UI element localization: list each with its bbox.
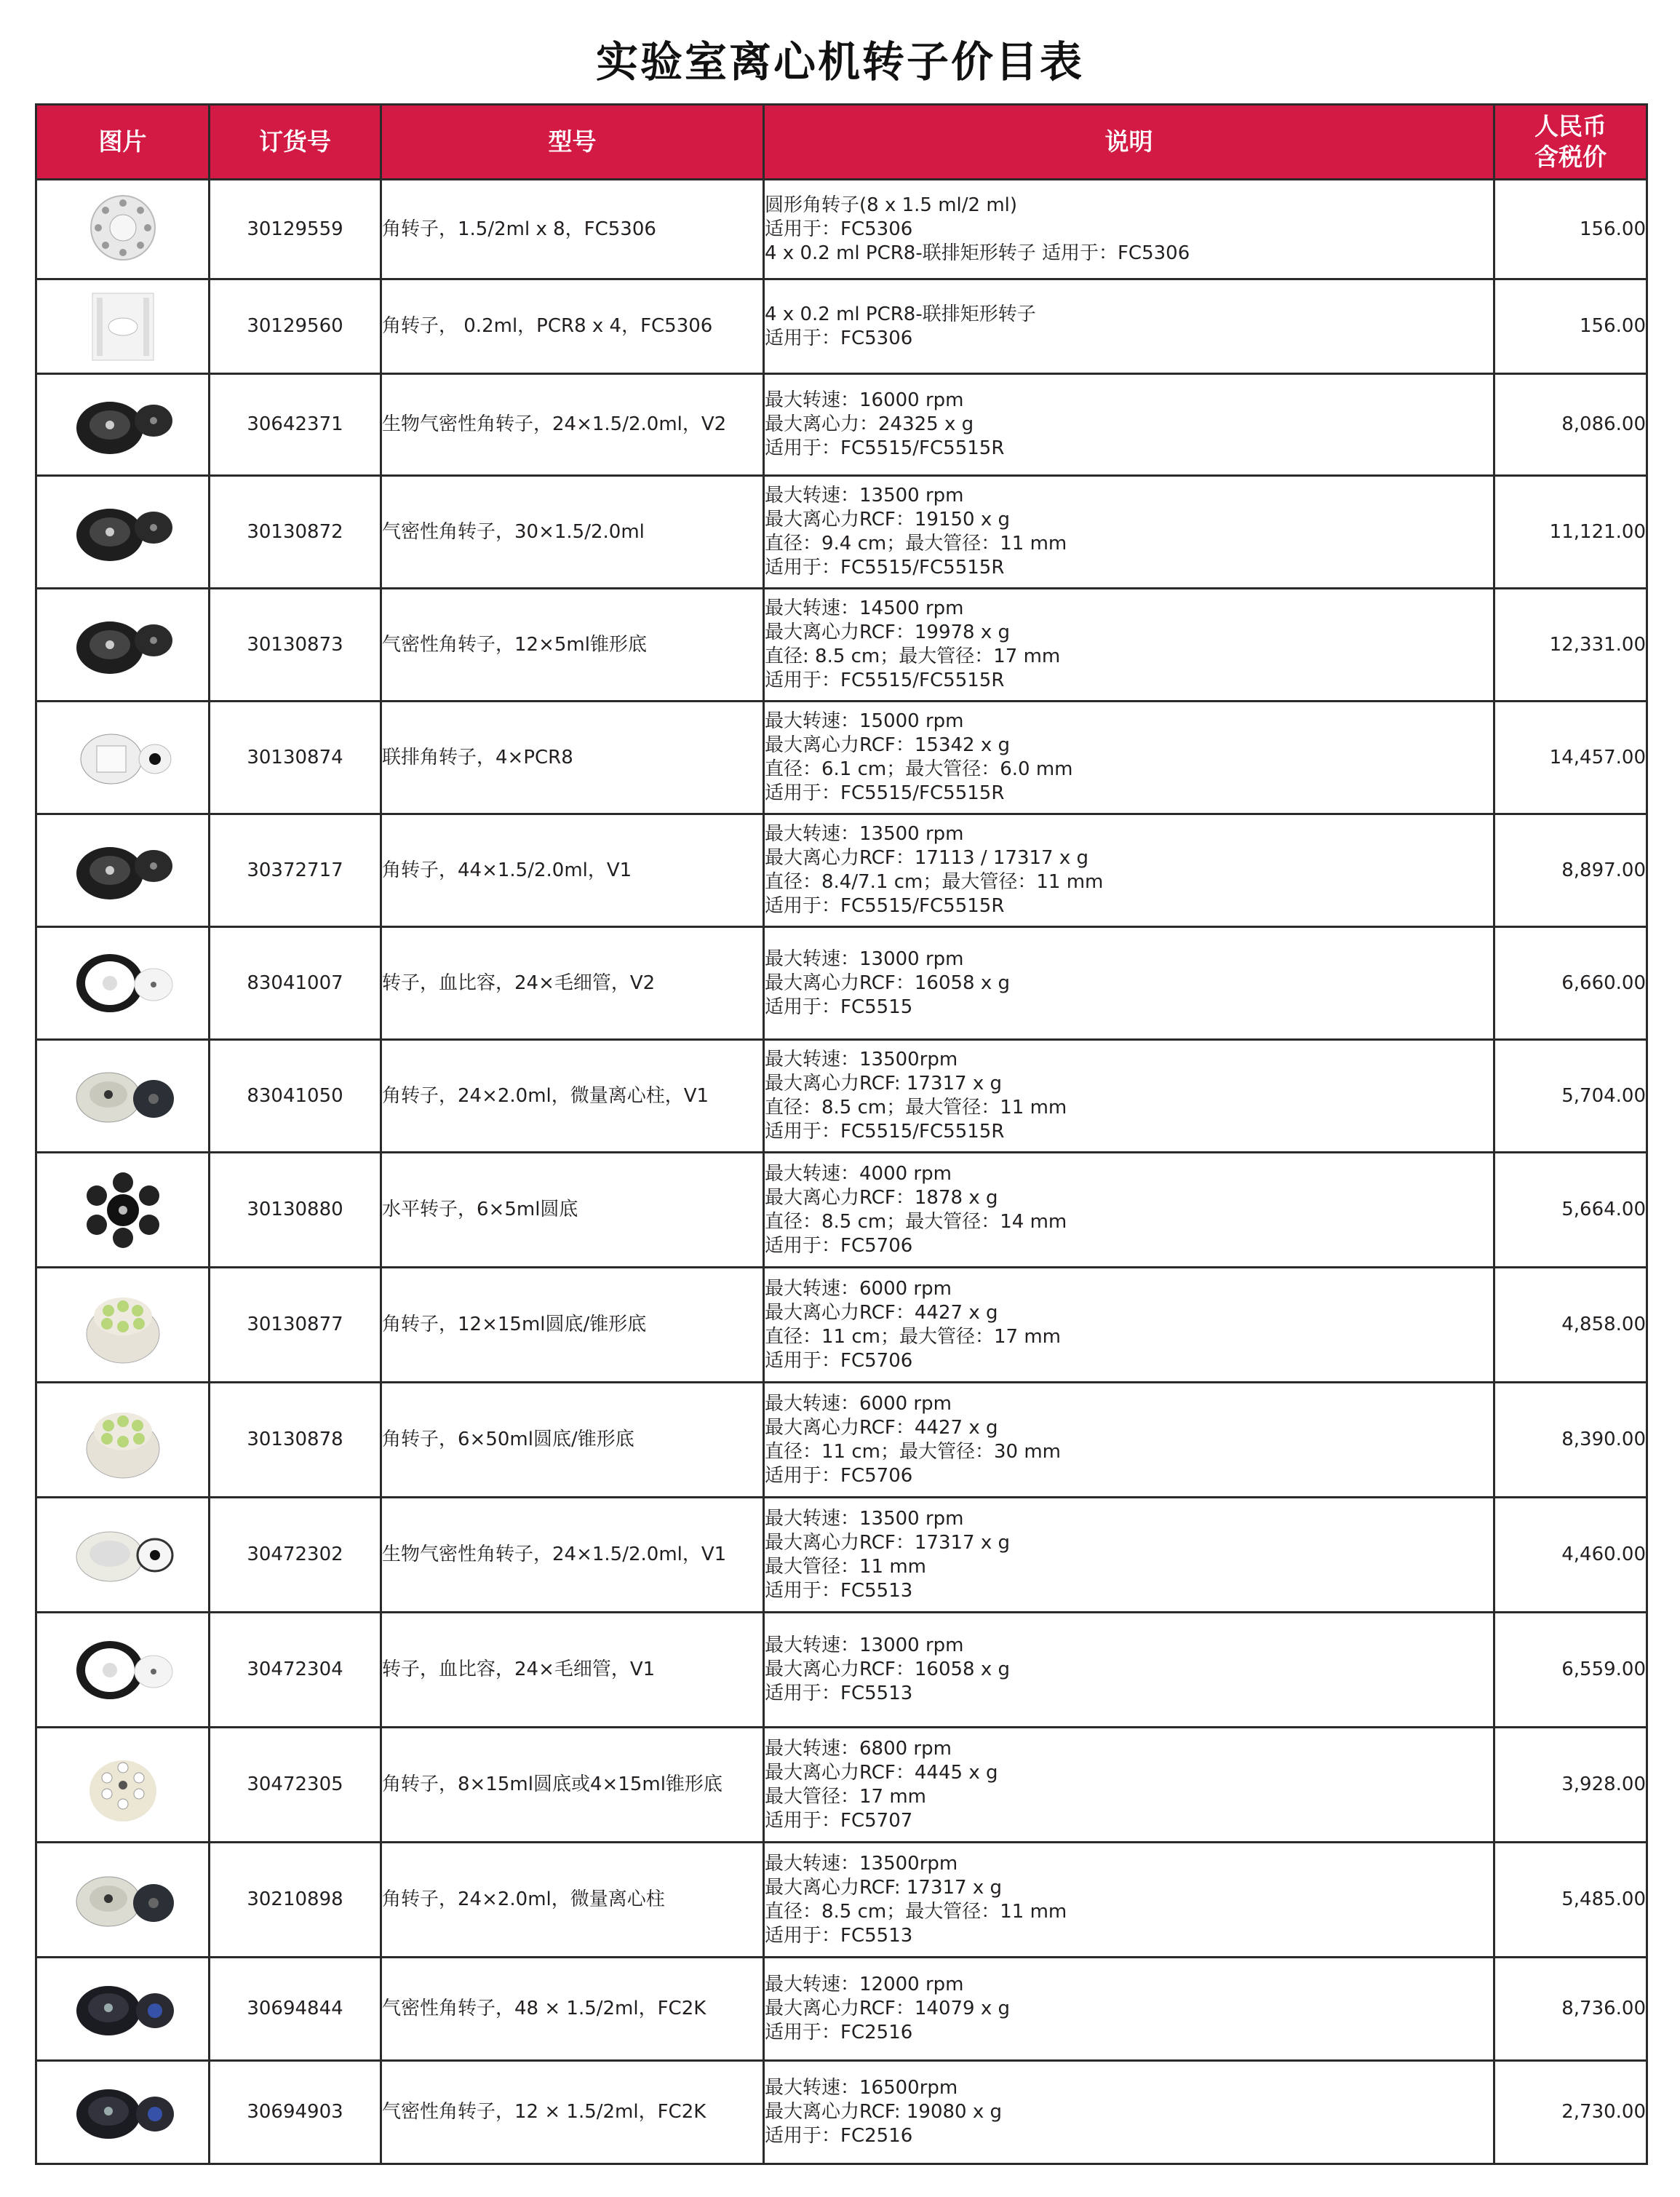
price-table	[35, 103, 1648, 2165]
description: 最大转速：13500 rpm 最大离心力RCF：17317 x g 最大管径：11 mm 适用于：FC5513	[764, 1498, 1494, 1613]
order-number: 30210898	[210, 1843, 381, 1958]
order-number: 30472302	[210, 1498, 381, 1613]
price: 4,460.00	[1494, 1498, 1647, 1613]
model-name: 角转子，12×15ml圆底/锥形底	[381, 1268, 764, 1383]
price: 2,730.00	[1494, 2061, 1647, 2164]
model-name: 转子，血比容，24×毛细管，V2	[381, 927, 764, 1040]
description: 4 x 0.2 ml PCR8-联排矩形转子 适用于：FC5306	[764, 279, 1494, 374]
model-name: 角转子， 0.2ml，PCR8 x 4，FC5306	[381, 279, 764, 374]
product-image-cell	[36, 814, 210, 927]
large-angle-rotor-icon	[68, 1286, 178, 1364]
description: 最大转速：13000 rpm 最大离心力RCF：16058 x g 适用于：FC5515	[764, 927, 1494, 1040]
table-row	[36, 1843, 1647, 1958]
model-name: 角转子，8×15ml圆底或4×15ml锥形底	[381, 1728, 764, 1843]
price: 156.00	[1494, 279, 1647, 374]
product-image-cell	[36, 1958, 210, 2061]
product-image-cell	[36, 476, 210, 589]
description: 最大转速：13500rpm 最大离心力RCF: 17317 x g 直径：8.5 cm；最大管径：11 mm 适用于：FC5513	[764, 1843, 1494, 1958]
price: 5,485.00	[1494, 1843, 1647, 1958]
model-name: 水平转子，6×5ml圆底	[381, 1153, 764, 1268]
black-rotor-with-lid-icon	[68, 605, 178, 684]
price: 5,664.00	[1494, 1153, 1647, 1268]
order-number: 30130872	[210, 476, 381, 589]
description: 最大转速：13500rpm 最大离心力RCF: 17317 x g 直径：8.5 cm；最大管径：11 mm 适用于：FC5515/FC5515R	[764, 1040, 1494, 1153]
price: 6,559.00	[1494, 1613, 1647, 1728]
header-model: 型号	[381, 105, 764, 180]
description: 最大转速：14500 rpm 最大离心力RCF：19978 x g 直径: 8.5 cm；最大管径：17 mm 适用于：FC5515/FC5515R	[764, 589, 1494, 702]
black-rotor-blue-lid-icon	[68, 1970, 178, 2049]
price: 8,897.00	[1494, 814, 1647, 927]
model-name: 联排角转子，4×PCR8	[381, 702, 764, 814]
product-image-cell	[36, 2061, 210, 2164]
product-image-cell	[36, 1383, 210, 1498]
product-image-cell	[36, 1728, 210, 1843]
model-name: 转子，血比容，24×毛细管，V1	[381, 1613, 764, 1728]
model-name: 生物气密性角转子，24×1.5/2.0ml，V1	[381, 1498, 764, 1613]
model-name: 角转子，6×50ml圆底/锥形底	[381, 1383, 764, 1498]
model-name: 角转子，44×1.5/2.0ml，V1	[381, 814, 764, 927]
product-image-cell	[36, 180, 210, 279]
price: 6,660.00	[1494, 927, 1647, 1040]
product-image-cell	[36, 702, 210, 814]
model-name: 角转子，24×2.0ml，微量离心柱	[381, 1843, 764, 1958]
order-number: 30130873	[210, 589, 381, 702]
price: 12,331.00	[1494, 589, 1647, 702]
order-number: 30129559	[210, 180, 381, 279]
table-row	[36, 702, 1647, 814]
pcr-rotor-with-lid-icon	[68, 718, 178, 797]
model-name: 生物气密性角转子，24×1.5/2.0ml，V2	[381, 374, 764, 476]
order-number: 30694903	[210, 2061, 381, 2164]
product-image-cell	[36, 374, 210, 476]
black-rotor-blue-lid-icon	[68, 2073, 178, 2152]
description: 最大转速：13500 rpm 最大离心力RCF：19150 x g 直径：9.4 cm；最大管径：11 mm 适用于：FC5515/FC5515R	[764, 476, 1494, 589]
header-description: 说明	[764, 105, 1494, 180]
page-title: 实验室离心机转子价目表	[595, 37, 1084, 87]
table-row	[36, 279, 1647, 374]
product-image-cell	[36, 1843, 210, 1958]
cream-angle-rotor-icon	[68, 1746, 178, 1824]
black-rotor-with-lid-icon	[68, 831, 178, 910]
price: 14,457.00	[1494, 702, 1647, 814]
table-row	[36, 1383, 1647, 1498]
hematocrit-rotor-icon	[68, 1631, 178, 1709]
description: 最大转速：15000 rpm 最大离心力RCF：15342 x g 直径：6.1 cm；最大管径：6.0 mm 适用于：FC5515/FC5515R	[764, 702, 1494, 814]
table-row	[36, 1728, 1647, 1843]
product-image-cell	[36, 1498, 210, 1613]
model-name: 气密性角转子，48 × 1.5/2ml，FC2K	[381, 1958, 764, 2061]
black-rotor-with-lid-icon	[68, 386, 178, 464]
table-row	[36, 1268, 1647, 1383]
order-number: 30129560	[210, 279, 381, 374]
black-rotor-with-lid-icon	[68, 493, 178, 571]
white-angle-rotor-icon	[68, 190, 178, 269]
order-number: 83041007	[210, 927, 381, 1040]
price: 5,704.00	[1494, 1040, 1647, 1153]
swing-bucket-rotor-icon	[68, 1171, 178, 1250]
description: 最大转速：12000 rpm 最大离心力RCF：14079 x g 适用于：FC2516	[764, 1958, 1494, 2061]
order-number: 30130880	[210, 1153, 381, 1268]
product-image-cell	[36, 1153, 210, 1268]
table-row	[36, 589, 1647, 702]
table-row	[36, 1958, 1647, 2061]
large-angle-rotor-icon	[68, 1401, 178, 1479]
order-number: 30372717	[210, 814, 381, 927]
description: 最大转速：4000 rpm 最大离心力RCF：1878 x g 直径：8.5 cm；最大管径：14 mm 适用于：FC5706	[764, 1153, 1494, 1268]
price: 11,121.00	[1494, 476, 1647, 589]
table-row	[36, 2061, 1647, 2164]
grey-rotor-with-lid-icon	[68, 1057, 178, 1135]
description: 最大转速：6800 rpm 最大离心力RCF：4445 x g 最大管径：17 mm 适用于：FC5707	[764, 1728, 1494, 1843]
table-header-row	[36, 105, 1647, 180]
description: 最大转速：13000 rpm 最大离心力RCF：16058 x g 适用于：FC5513	[764, 1613, 1494, 1728]
grey-rotor-with-lid-icon	[68, 1861, 178, 1939]
table-row	[36, 374, 1647, 476]
product-image-cell	[36, 1040, 210, 1153]
table-row	[36, 180, 1647, 279]
price: 156.00	[1494, 180, 1647, 279]
order-number: 30642371	[210, 374, 381, 476]
price: 8,736.00	[1494, 1958, 1647, 2061]
order-number: 30130877	[210, 1268, 381, 1383]
model-name: 角转子，24×2.0ml，微量离心柱，V1	[381, 1040, 764, 1153]
model-name: 角转子，1.5/2ml x 8，FC5306	[381, 180, 764, 279]
order-number: 30130874	[210, 702, 381, 814]
description: 最大转速：16500rpm 最大离心力RCF: 19080 x g 适用于：FC2516	[764, 2061, 1494, 2164]
table-row	[36, 1040, 1647, 1153]
order-number: 30694844	[210, 1958, 381, 2061]
price: 4,858.00	[1494, 1268, 1647, 1383]
model-name: 气密性角转子，30×1.5/2.0ml	[381, 476, 764, 589]
product-image-cell	[36, 589, 210, 702]
table-row	[36, 927, 1647, 1040]
header-order-no: 订货号	[210, 105, 381, 180]
description: 最大转速：6000 rpm 最大离心力RCF：4427 x g 直径：11 cm；最大管径：30 mm 适用于：FC5706	[764, 1383, 1494, 1498]
table-row	[36, 476, 1647, 589]
hematocrit-rotor-icon	[68, 944, 178, 1022]
order-number: 30472304	[210, 1613, 381, 1728]
table-row	[36, 1498, 1647, 1613]
product-image-cell	[36, 1613, 210, 1728]
table-row	[36, 1613, 1647, 1728]
description: 最大转速：16000 rpm 最大离心力：24325 x g 适用于：FC5515/FC5515R	[764, 374, 1494, 476]
header-image: 图片	[36, 105, 210, 180]
product-image-cell	[36, 279, 210, 374]
product-image-cell	[36, 927, 210, 1040]
product-image-cell	[36, 1268, 210, 1383]
description: 圆形角转子(8 x 1.5 ml/2 ml) 适用于：FC5306 4 x 0.2 ml PCR8-联排矩形转子 适用于：FC5306	[764, 180, 1494, 279]
price: 8,390.00	[1494, 1383, 1647, 1498]
description: 最大转速：6000 rpm 最大离心力RCF：4427 x g 直径：11 cm；最大管径：17 mm 适用于：FC5706	[764, 1268, 1494, 1383]
table-row	[36, 1153, 1647, 1268]
price: 8,086.00	[1494, 374, 1647, 476]
order-number: 83041050	[210, 1040, 381, 1153]
pcr-strip-rotor-icon	[68, 287, 178, 366]
model-name: 气密性角转子，12×5ml锥形底	[381, 589, 764, 702]
model-name: 气密性角转子，12 × 1.5/2ml，FC2K	[381, 2061, 764, 2164]
order-number: 30130878	[210, 1383, 381, 1498]
order-number: 30472305	[210, 1728, 381, 1843]
description: 最大转速：13500 rpm 最大离心力RCF：17113 / 17317 x g 直径：8.4/7.1 cm；最大管径：11 mm 适用于：FC5515/FC5515R	[764, 814, 1494, 927]
white-rotor-with-clear-lid-icon	[68, 1516, 178, 1594]
header-price: 人民币 含税价	[1494, 105, 1647, 180]
table-row	[36, 814, 1647, 927]
price: 3,928.00	[1494, 1728, 1647, 1843]
